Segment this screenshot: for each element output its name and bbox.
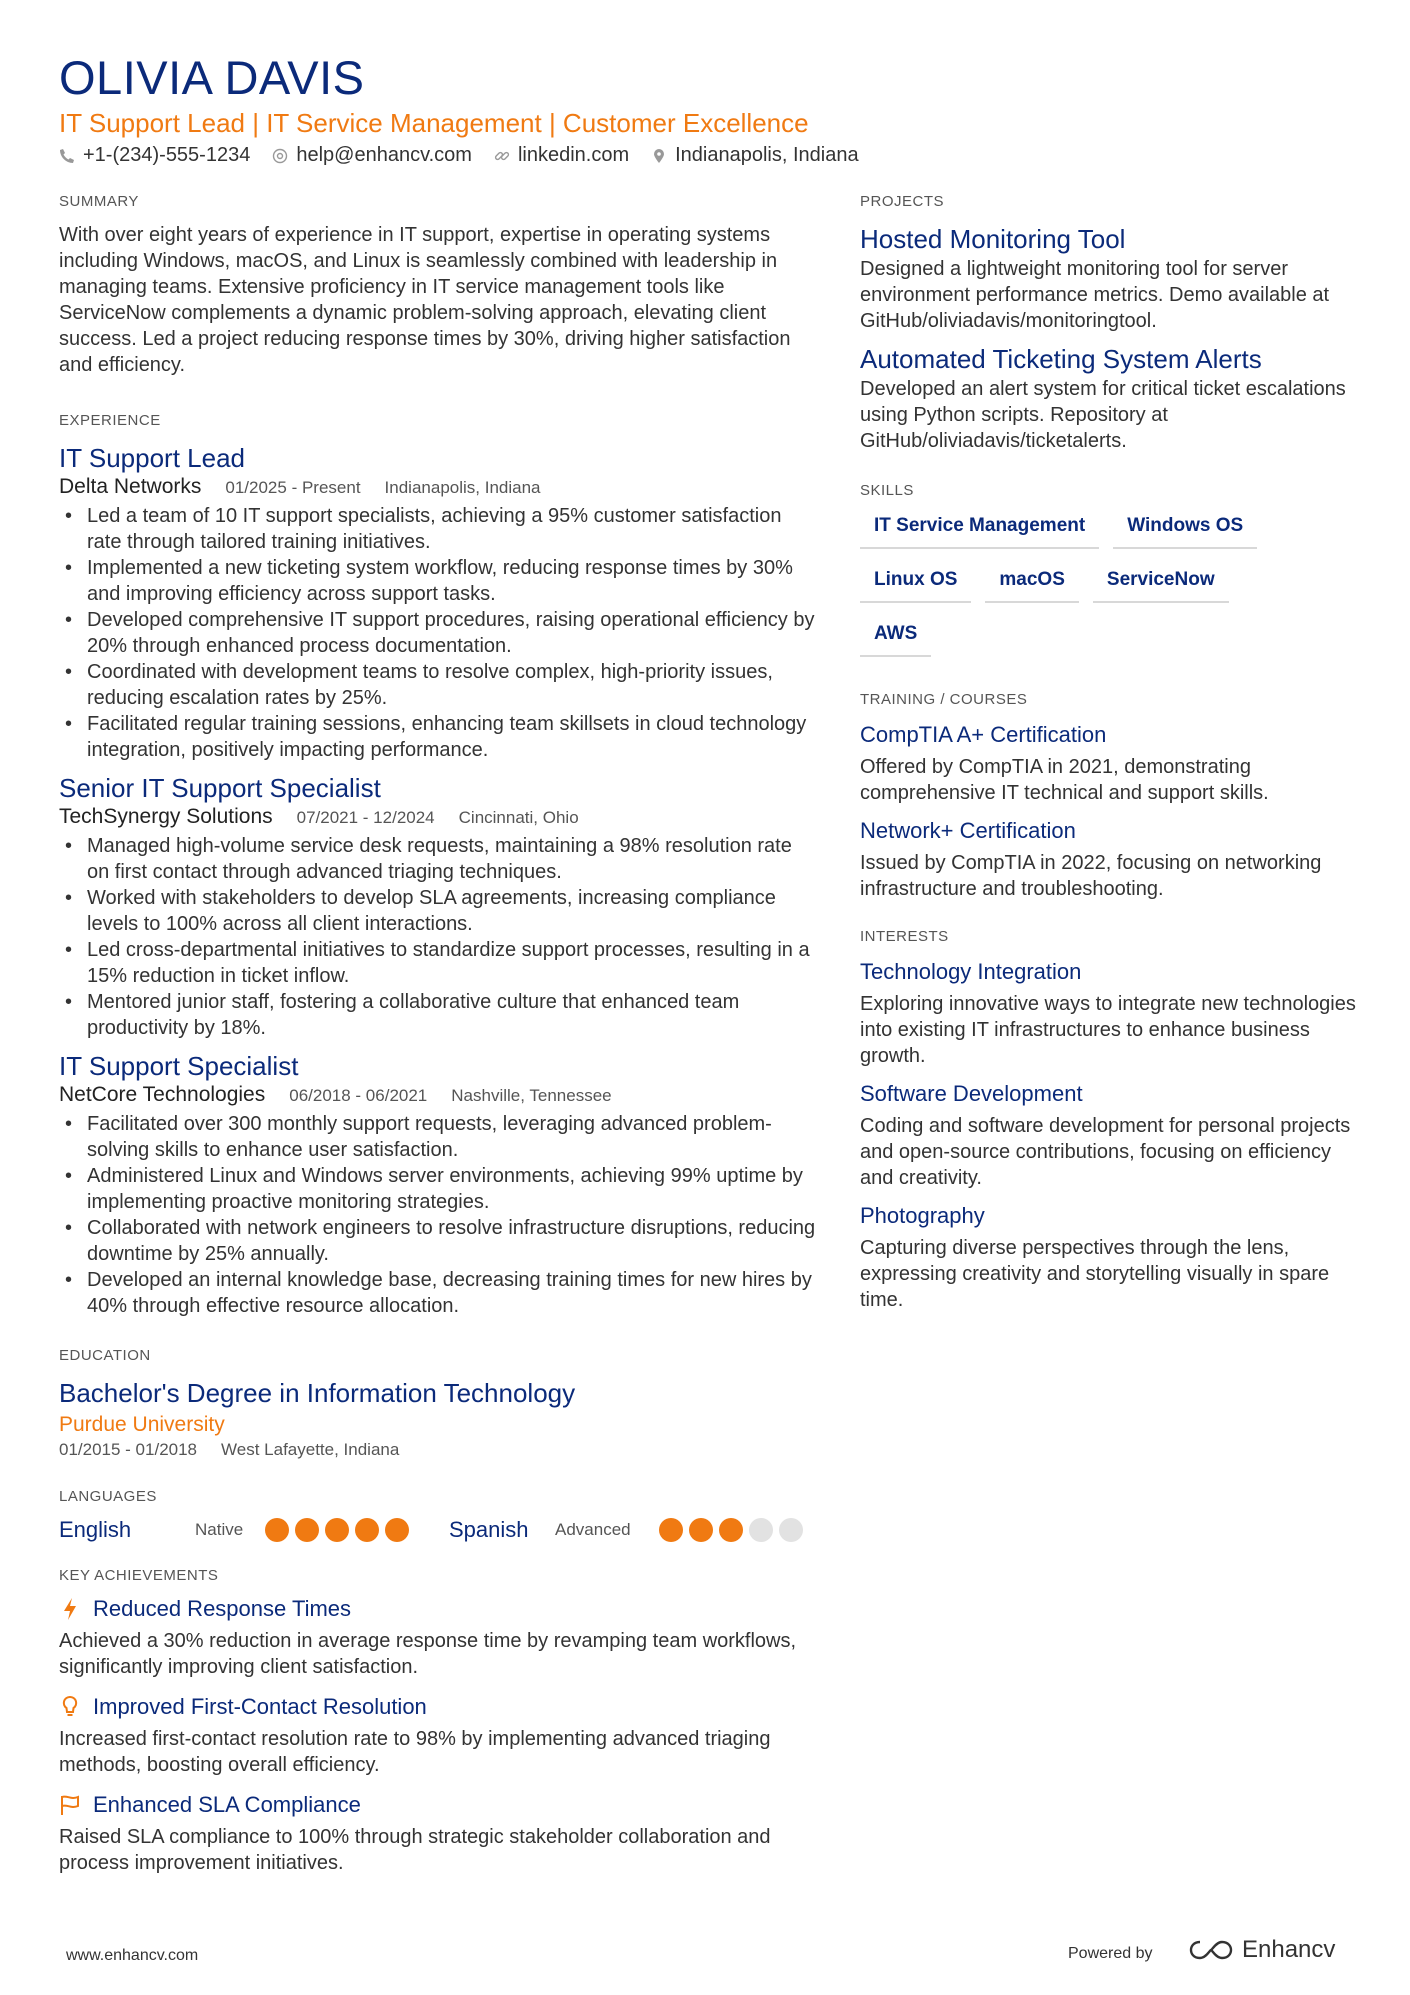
language-item: [59, 1517, 449, 1543]
job-meta: [59, 1083, 819, 1107]
course-text: Offered by CompTIA in 2021, demonstrating comprehensive IT technical and support skills.: [860, 756, 1269, 804]
bullet-item: • Implemented a new ticketing system workflow, reducing response times by 30% and improving efficiency across support tasks.: [59, 555, 819, 607]
job-dates: 06/2018 - 06/2021: [289, 1086, 428, 1105]
project-text: Developed an alert system for critical ticket escalations using Python scripts. Repository at GitHub/oliviadavis/ticketalerts.: [860, 378, 1346, 452]
achievement-title: Enhanced SLA Compliance: [93, 1792, 361, 1817]
skill-tag: Linux OS: [860, 565, 971, 603]
job-entry: [59, 771, 819, 1041]
contact-linkedin[interactable]: [494, 144, 629, 167]
language-level: Advanced: [555, 1520, 631, 1539]
bullet-item: • Facilitated over 300 monthly support requests, leveraging advanced problem-solving skills to enhance user satisfaction.: [59, 1111, 819, 1163]
interest-text: Coding and software development for personal projects and open-source contributions, focusing on efficiency and creativity.: [860, 1115, 1351, 1189]
achievement-header: [59, 1792, 819, 1818]
achievement-item: [59, 1694, 819, 1778]
interest-text: Exploring innovative ways to integrate new technologies into existing IT infrastructures to enhance business growth.: [860, 993, 1356, 1067]
training-section: [860, 691, 1360, 902]
job-bullets: [59, 1111, 819, 1319]
education-dates: 01/2015 - 01/2018: [59, 1440, 198, 1459]
project-item: [860, 222, 1360, 334]
phone-text: +1-(234)-555-1234: [83, 144, 251, 166]
section-title-summary: SUMMARY: [59, 193, 139, 210]
company-name: TechSynergy Solutions: [59, 805, 273, 828]
skill-tag: IT Service Management: [860, 511, 1099, 549]
languages-section: [59, 1488, 819, 1543]
bullet-item: • Administered Linux and Windows server environments, achieving 99% uptime by implementing proactive monitoring strategies.: [59, 1163, 819, 1215]
course-title: CompTIA A+ Certification: [860, 722, 1107, 747]
project-text: Designed a lightweight monitoring tool for server environment performance metrics. Demo available at GitHub/oliviadavis/monitoringtool.: [860, 258, 1330, 332]
experience-section: [59, 412, 819, 1319]
bullet-item: • Led cross-departmental initiatives to standardize support processes, resulting in a 15% reduction in ticket inflow.: [59, 937, 819, 989]
rating-dot: [385, 1518, 409, 1542]
contact-location: [651, 144, 858, 167]
achievement-text: Achieved a 30% reduction in average response time by revamping team workflows, significantly improving client satisfaction.: [59, 1630, 797, 1678]
footer-url[interactable]: www.enhancv.com: [66, 1947, 199, 1964]
section-title-projects: PROJECTS: [860, 193, 945, 210]
linkedin-text: linkedin.com: [517, 144, 630, 166]
rating-dot: [659, 1518, 683, 1542]
enhancv-logo-icon: [1188, 1938, 1234, 1962]
education-section: [59, 1347, 819, 1460]
projects-section: [860, 193, 1360, 454]
lightbulb-icon: [59, 1695, 81, 1719]
achievement-title: Reduced Response Times: [93, 1596, 352, 1621]
at-icon: [272, 148, 288, 164]
language-name: English: [59, 1517, 132, 1542]
interest-title: Software Development: [860, 1081, 1083, 1106]
course-item: [860, 720, 1360, 806]
brand-logo[interactable]: [1188, 1936, 1335, 1964]
job-bullets: [59, 503, 819, 763]
location-text: Indianapolis, Indiana: [675, 144, 859, 166]
job-dates: 07/2021 - 12/2024: [296, 808, 435, 827]
job-meta: [59, 805, 819, 829]
company-name: Delta Networks: [59, 475, 202, 498]
course-text: Issued by CompTIA in 2022, focusing on networking infrastructure and troubleshooting.: [860, 852, 1322, 900]
bullet-item: • Led a team of 10 IT support specialists, achieving a 95% customer satisfaction rate through tailored training initiatives.: [59, 503, 819, 555]
lightning-icon: [59, 1597, 81, 1621]
interest-title: Photography: [860, 1203, 985, 1228]
achievement-header: [59, 1596, 819, 1622]
language-item: [449, 1517, 803, 1543]
interest-text: Capturing diverse perspectives through the lens, expressing creativity and storytelling visually in spare time.: [860, 1237, 1330, 1311]
headline: IT Support Lead | IT Service Management | Customer Excellence: [59, 108, 809, 138]
contact-email[interactable]: [272, 144, 472, 167]
achievement-header: [59, 1694, 819, 1720]
right-column: [860, 193, 1360, 1313]
flag-icon: [59, 1793, 81, 1817]
language-name: Spanish: [449, 1517, 529, 1542]
bullet-item: • Coordinated with development teams to resolve complex, high-priority issues, reducing escalation rates by 25%.: [59, 659, 819, 711]
degree-title: Bachelor's Degree in Information Technology: [59, 1378, 576, 1408]
section-title-achievements: KEY ACHIEVEMENTS: [59, 1567, 219, 1584]
course-title: Network+ Certification: [860, 818, 1076, 843]
job-title: IT Support Lead: [59, 443, 245, 473]
project-title: Hosted Monitoring Tool: [860, 224, 1126, 254]
bullet-item: • Managed high-volume service desk requests, maintaining a 98% resolution rate on first contact through advanced triaging techniques.: [59, 833, 819, 885]
job-dates: 01/2025 - Present: [225, 478, 361, 497]
phone-icon: [59, 148, 75, 164]
achievement-text: Increased first-contact resolution rate to 98% by implementing advanced triaging methods, boosting overall efficiency.: [59, 1728, 771, 1776]
language-list: [59, 1517, 819, 1543]
rating-dot: [689, 1518, 713, 1542]
language-rating: [265, 1518, 409, 1542]
link-icon: [494, 148, 510, 164]
interest-title: Technology Integration: [860, 959, 1082, 984]
email-text: help@enhancv.com: [296, 144, 472, 166]
bullet-item: • Facilitated regular training sessions, enhancing team skillsets in cloud technology integration, positively impacting performance.: [59, 711, 819, 763]
left-column: [59, 193, 819, 1876]
job-location: Cincinnati, Ohio: [458, 808, 579, 827]
job-entry: [59, 1049, 819, 1319]
achievement-item: [59, 1596, 819, 1680]
skill-tag: macOS: [985, 565, 1078, 603]
rating-dot: [719, 1518, 743, 1542]
education-meta: [59, 1440, 819, 1460]
bullet-item: • Worked with stakeholders to develop SLA agreements, increasing compliance levels to 100% across all client interactions.: [59, 885, 819, 937]
contact-bar: [59, 144, 859, 167]
brand-name: Enhancv: [1242, 1936, 1336, 1963]
summary-section: [59, 193, 819, 378]
contact-phone[interactable]: [59, 144, 250, 167]
project-title: Automated Ticketing System Alerts: [860, 344, 1262, 374]
rating-dot: [265, 1518, 289, 1542]
job-location: Indianapolis, Indiana: [384, 478, 541, 497]
job-meta: [59, 475, 819, 499]
achievement-title: Improved First-Contact Resolution: [93, 1694, 427, 1719]
job-title: IT Support Specialist: [59, 1051, 299, 1081]
bullet-item: • Developed an internal knowledge base, decreasing training times for new hires by 40% through effective resource allocation.: [59, 1267, 819, 1319]
interests-section: [860, 928, 1360, 1313]
section-title-education: EDUCATION: [59, 1347, 151, 1364]
interest-item: [860, 1201, 1360, 1313]
section-title-skills: SKILLS: [860, 482, 914, 499]
job-entry: [59, 441, 819, 763]
education-location: West Lafayette, Indiana: [221, 1440, 400, 1459]
skill-list: [860, 511, 1310, 657]
achievements-section: [59, 1567, 819, 1876]
job-bullets: [59, 833, 819, 1041]
location-pin-icon: [651, 148, 667, 164]
achievement-text: Raised SLA compliance to 100% through strategic stakeholder collaboration and process improvement initiatives.: [59, 1826, 771, 1874]
school-name: Purdue University: [59, 1413, 225, 1436]
candidate-name: OLIVIA DAVIS: [59, 51, 365, 104]
rating-dot: [355, 1518, 379, 1542]
achievement-item: [59, 1792, 819, 1876]
summary-text: With over eight years of experience in IT support, expertise in operating systems including Windows, macOS, and Linux is seamlessly combined with leadership in managing teams. Extensive proficiency in IT service management tools like ServiceNow complements a dynamic problem-solving approach, elevating client success. Led a project reducing response times by 30%, driving higher satisfaction and efficiency.: [59, 224, 791, 376]
skills-section: [860, 482, 1360, 657]
language-level: Native: [195, 1520, 244, 1539]
course-item: [860, 816, 1360, 902]
rating-dot: [325, 1518, 349, 1542]
rating-dot: [749, 1518, 773, 1542]
rating-dot: [779, 1518, 803, 1542]
interest-item: [860, 957, 1360, 1069]
skill-tag: ServiceNow: [1093, 565, 1229, 603]
bullet-item: • Mentored junior staff, fostering a collaborative culture that enhanced team productivity by 18%.: [59, 989, 819, 1041]
skill-tag: AWS: [860, 619, 931, 657]
bullet-item: • Developed comprehensive IT support procedures, raising operational efficiency by 20% through enhanced process documentation.: [59, 607, 819, 659]
bullet-item: • Collaborated with network engineers to resolve infrastructure disruptions, reducing downtime by 25% annually.: [59, 1215, 819, 1267]
project-item: [860, 342, 1360, 454]
job-location: Nashville, Tennessee: [451, 1086, 612, 1105]
interest-item: [860, 1079, 1360, 1191]
company-name: NetCore Technologies: [59, 1083, 266, 1106]
powered-by-label: Powered by: [1068, 1945, 1153, 1962]
section-title-interests: INTERESTS: [860, 928, 949, 945]
section-title-experience: EXPERIENCE: [59, 412, 161, 429]
section-title-training: TRAINING / COURSES: [860, 691, 1028, 708]
job-title: Senior IT Support Specialist: [59, 773, 381, 803]
skill-tag: Windows OS: [1113, 511, 1257, 549]
language-rating: [659, 1518, 803, 1542]
section-title-languages: LANGUAGES: [59, 1488, 157, 1505]
rating-dot: [295, 1518, 319, 1542]
